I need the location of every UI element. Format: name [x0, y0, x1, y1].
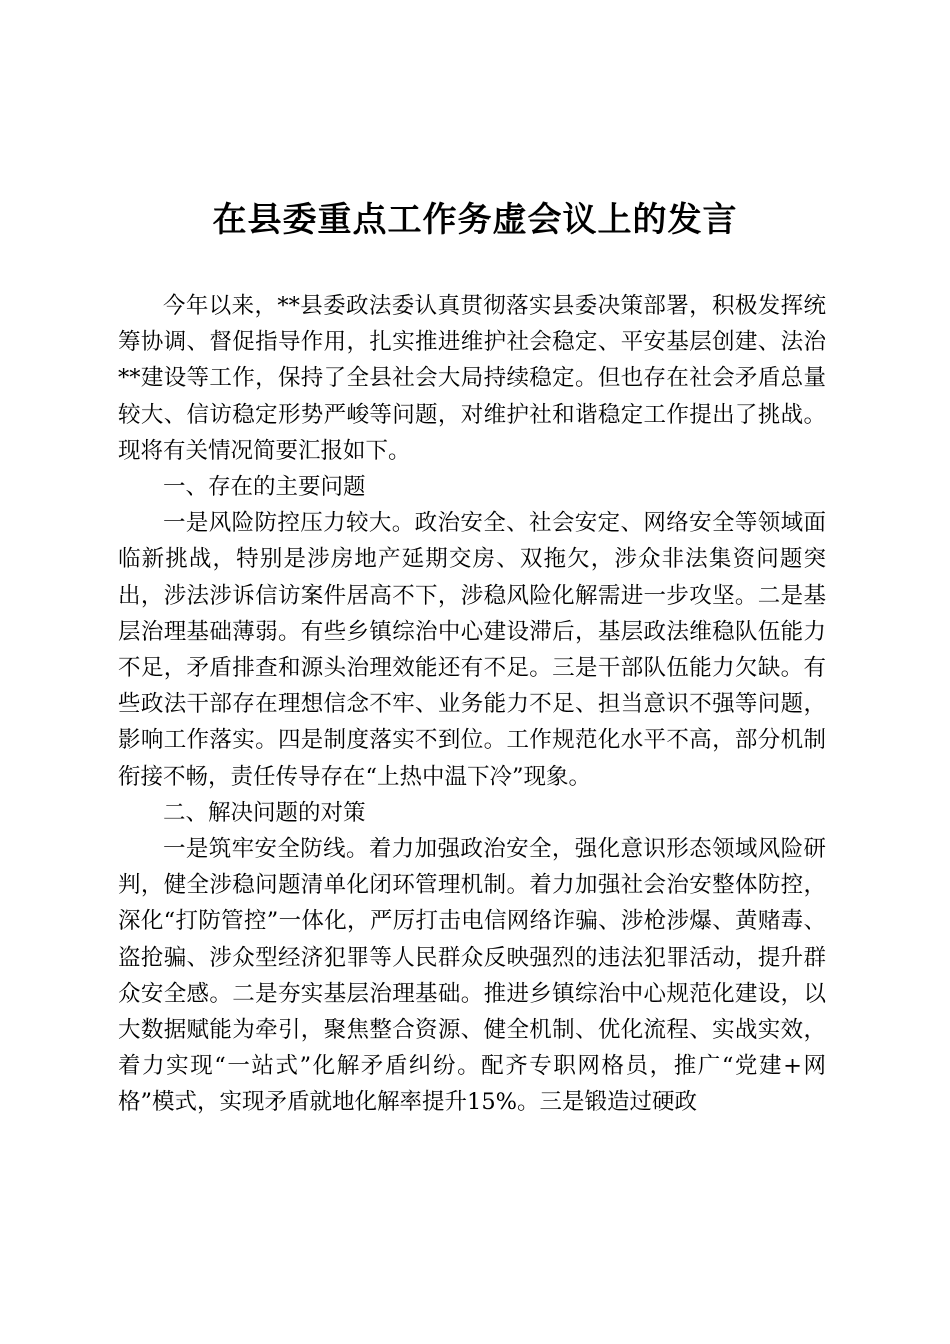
- problems-paragraph: 一是风险防控压力较大。政治安全、社会安定、网络安全等领域面临新挑战，特别是涉房地产延期交房、双拖欠，涉众非法集资问题突出，涉法涉诉信访案件居高不下，涉稳风险化解需进一步攻坚。二是基层治理基础薄弱。有些乡镇综治中心建设滞后，基层政法维稳队伍能力不足，矛盾排查和源头治理效能还有不足。三是干部队伍能力欠缺。有些政法干部存在理想信念不牢、业务能力不足、担当意识不强等问题，影响工作落实。四是制度落实不到位。工作规范化水平不高，部分机制衔接不畅，责任传导存在“上热中温下冷”现象。: [118, 510, 826, 790]
- section-heading-countermeasures: 二、解决问题的对策: [163, 799, 366, 826]
- intro-paragraph: 今年以来，**县委政法委认真贯彻落实县委决策部署，积极发挥统筹协调、督促指导作用，扎实推进维护社会稳定、平安基层创建、法治**建设等工作，保持了全县社会大局持续稳定。但也存在社会矛盾总量较大、信访稳定形势严峻等问题，对维护社和谐稳定工作提出了挑战。现将有关情况简要汇报如下。: [118, 293, 826, 464]
- document-title: 在县委重点工作务虚会议上的发言: [212, 200, 738, 240]
- countermeasures-paragraph: 一是筑牢安全防线。着力加强政治安全，强化意识形态领域风险研判，健全涉稳问题清单化闭环管理机制。着力加强社会治安整体防控，深化“打防管控”一体化，严厉打击电信网络诈骗、涉枪涉爆、黄赌毒、盗抢骗、涉众型经济犯罪等人民群众反映强烈的违法犯罪活动，提升群众安全感。二是夯实基层治理基础。推进乡镇综治中心规范化建设，以大数据赋能为牵引，聚焦整合资源、健全机制、优化流程、实战实效，着力实现“一站式”化解矛盾纠纷。配齐专职网格员，推广“党建+网格”模式，实现矛盾就地化解率提升15%。三是锻造过硬政: [118, 836, 826, 1116]
- section-heading-problems: 一、存在的主要问题: [163, 474, 366, 501]
- document-body: [118, 288, 826, 1121]
